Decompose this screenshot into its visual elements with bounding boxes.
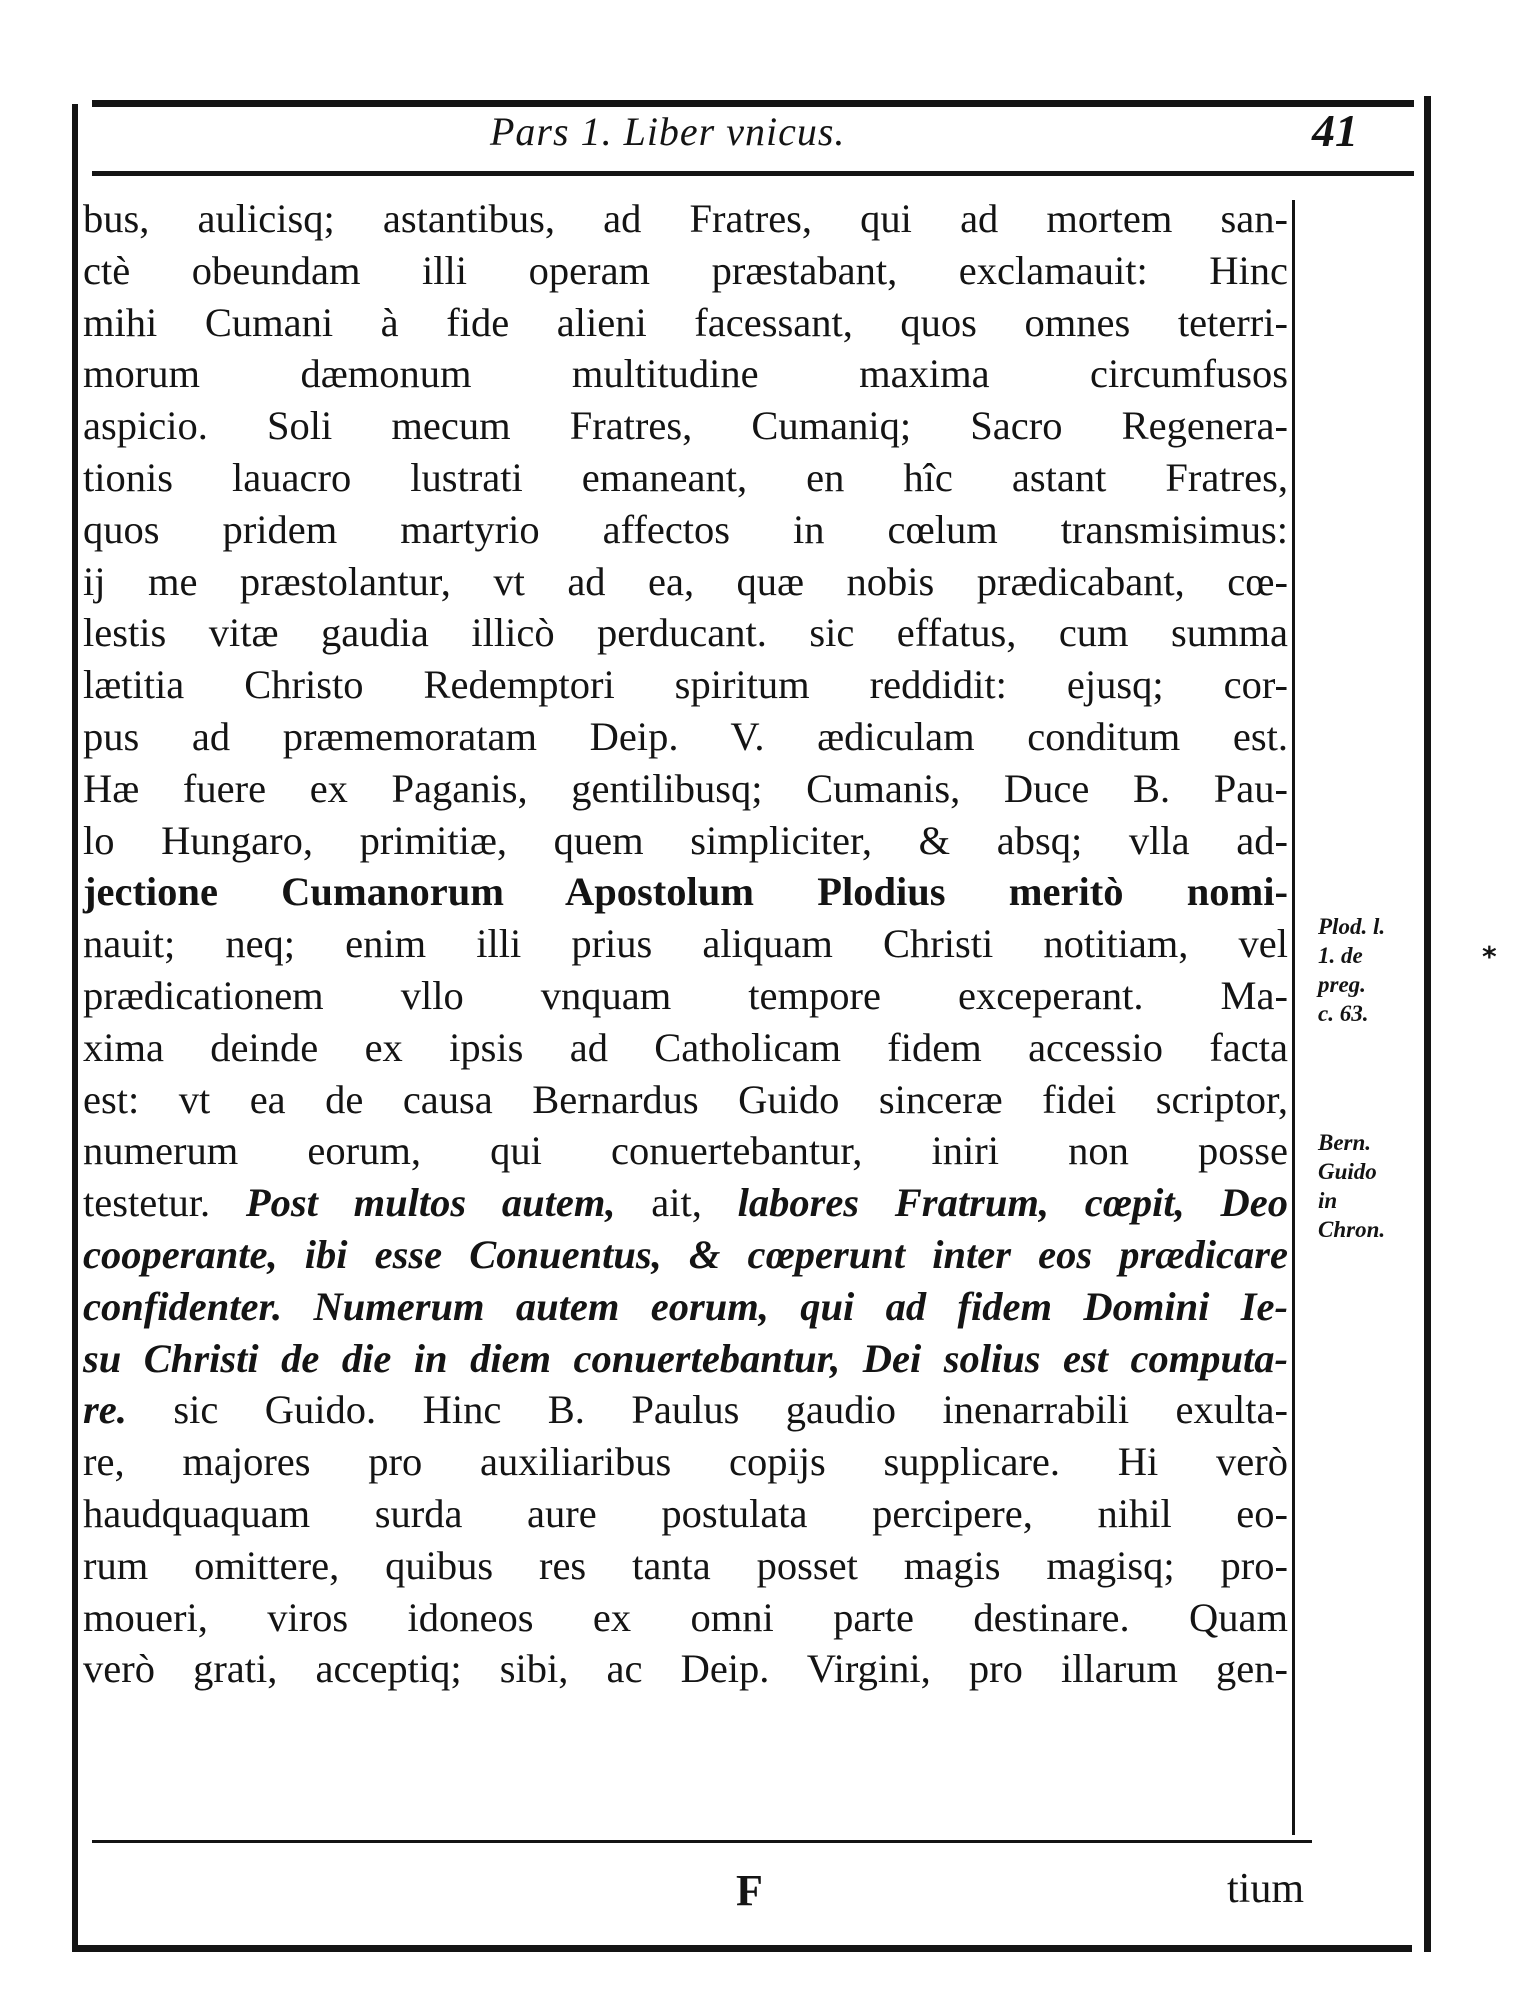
roman-segment: testetur. [83,1180,211,1226]
margin-column-rule [1292,200,1295,1835]
text-line: aspicio. Soli mecum Fratres, Cumaniq; Sacro Regenera- [83,403,1288,449]
text-line: ij me præstolantur, vt ad ea, quæ nobis prædicabant, cœ- [83,558,1288,604]
text-line: lo Hungaro, primitiæ, quem simpliciter, & absq; vlla ad- [83,817,1288,863]
roman-segment: sic Guido. Hinc B. Paulus gaudio inenarrabili exulta- [173,1387,1289,1433]
text-line: Hæ fuere ex Paganis, gentilibusq; Cumanis, Duce B. Pau- [83,765,1288,811]
margin-note-bernardus [1318,1128,1418,1244]
text-line: jectione Cumanorum Apostolum Plodius meritò nomi- [83,869,1288,915]
text-line: bus, aulicisq; astantibus, ad Fratres, qui ad mortem san- [83,196,1288,241]
text-line: moueri, viros idoneos ex omni parte destinare. Quam [83,1594,1288,1640]
text-line: tionis lauacro lustrati emaneant, en hîc astant Fratres, [83,454,1288,500]
italic-quote-line: su Christi de die in diem conuertebantur, Dei solius est computa- [83,1335,1288,1381]
margin-note-line: preg. [1318,972,1366,997]
bottom-frame-rule [72,1945,1412,1952]
text-line: rum omittere, quibus res tanta posset magis magisq; pro- [83,1542,1288,1588]
catchword: tium [1227,1866,1305,1912]
running-head: Pars 1. Liber vnicus. [490,109,846,154]
text-line: haudquaquam surda aure postulata percipere, nihil eo- [83,1490,1288,1536]
italic-quote-segment: Post multos autem, [245,1180,616,1226]
page-number: 41 [1312,105,1358,156]
asterisk-mark: * [1482,940,1497,973]
text-line: xima deinde ex ipsis ad Catholicam fidem accessio facta [83,1024,1288,1070]
text-bottom-rule [92,1840,1312,1843]
margin-note-line: 1. de [1318,943,1363,968]
margin-note-line: Bern. [1318,1130,1372,1155]
text-line: verò grati, acceptiq; sibi, ac Deip. Virgini, pro illarum gen- [83,1646,1288,1692]
text-line: quos pridem martyrio affectos in cœlum transmisimus: [83,506,1288,552]
italic-quote-line: confidenter. Numerum autem eorum, qui ad fidem Domini Ie- [83,1283,1288,1329]
text-line: prædicationem vllo vnquam tempore exceperant. Ma- [83,972,1288,1018]
text-line: pus ad præmemoratam Deip. V. ædiculam conditum est. [83,713,1288,759]
italic-quote-segment: labores Fratrum, cœpit, Deo [737,1180,1289,1226]
text-line: ctè obeundam illi operam præstabant, exclamauit: Hinc [83,247,1288,293]
margin-note-line: Guido [1318,1159,1377,1184]
italic-quote-segment: re. [83,1387,127,1433]
margin-note-plodius [1318,912,1418,1028]
text-line-mixed [83,1177,1288,1229]
text-line-mixed [83,1384,1288,1436]
roman-segment: ait, [651,1180,702,1226]
text-line: nauit; neq; enim illi prius aliquam Christi notitiam, vel [83,921,1288,967]
left-frame-rule [72,104,78,1952]
top-frame-rule [92,100,1414,107]
margin-note-line: c. 63. [1318,1001,1369,1026]
text-line: mihi Cumani à fide alieni facessant, quos omnes teterri- [83,299,1288,345]
header-rule [92,171,1414,176]
margin-note-line: in [1318,1188,1338,1213]
text-line: est: vt ea de causa Bernardus Guido sinceræ fidei scriptor, [83,1076,1288,1122]
text-line: morum dæmonum multitudine maxima circumfusos [83,351,1288,397]
margin-note-line: Chron. [1318,1217,1386,1242]
signature-mark: F [736,1866,763,1915]
text-line: numerum eorum, qui conuertebantur, iniri non posse [83,1128,1288,1174]
text-line: re, majores pro auxiliaribus copijs supplicare. Hi verò [83,1439,1288,1485]
text-line: lætitia Christo Redemptori spiritum reddidit: ejusq; cor- [83,662,1288,708]
text-line: lestis vitæ gaudia illicò perducant. sic effatus, cum summa [83,610,1288,656]
right-frame-rule [1424,96,1431,1952]
margin-note-line: Plod. l. [1318,914,1386,939]
body-text [83,193,1288,1695]
italic-quote-line: cooperante, ibi esse Conuentus, & cœperunt inter eos prædicare [83,1231,1288,1277]
